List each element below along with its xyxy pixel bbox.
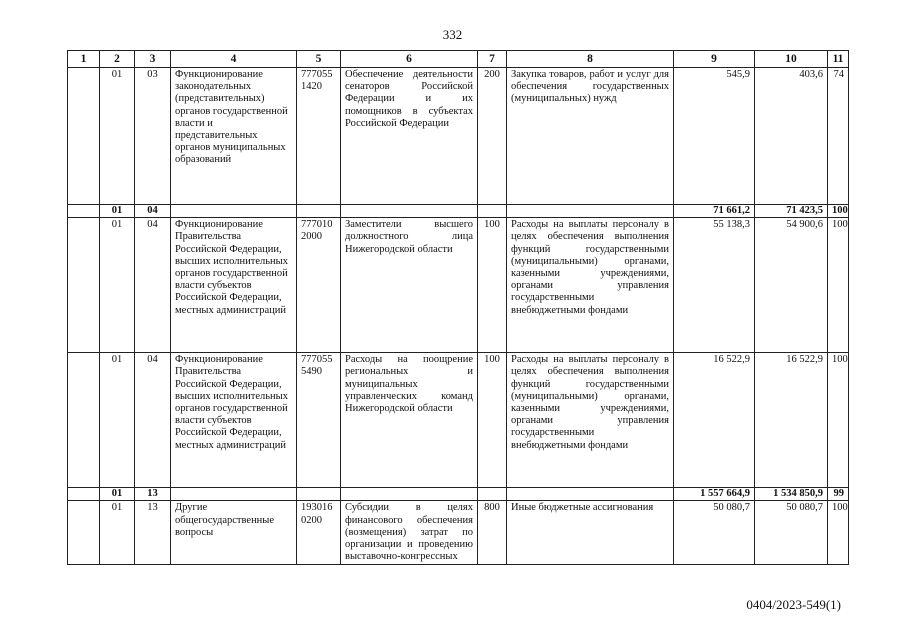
col-header: 8 xyxy=(507,51,674,68)
cell-expense-name: Расходы на выплаты персоналу в целях обеспечения выполнения функций государственными (муниципальными) органами, казенными учреждениями, органами управления государственными внебюджетными фондами xyxy=(507,353,674,488)
cell-subsection: 13 xyxy=(135,488,171,501)
cell-target-code: 777055 5490 xyxy=(297,353,341,488)
cell-section: 01 xyxy=(100,205,135,218)
table-row-subtotal xyxy=(68,488,849,501)
table-row xyxy=(68,501,849,565)
col-header: 3 xyxy=(135,51,171,68)
cell-expense-name: Расходы на выплаты персоналу в целях обеспечения выполнения функций государственными (муниципальными) органами, казенными учреждениями, органами управления государственными внебюджетными фондами xyxy=(507,218,674,353)
cell-target-name: Заместители высшего должностного лица Нижегородской области xyxy=(341,218,478,353)
cell-actual: 403,6 xyxy=(755,68,828,205)
cell xyxy=(68,68,100,205)
col-header: 5 xyxy=(297,51,341,68)
col-header: 4 xyxy=(171,51,297,68)
col-header: 2 xyxy=(100,51,135,68)
cell-target-name: Обеспечение деятельности сенаторов Российской Федерации и их помощников в субъектах Российской Федерации xyxy=(341,68,478,205)
table-row-subtotal xyxy=(68,205,849,218)
table-row xyxy=(68,353,849,488)
col-header: 6 xyxy=(341,51,478,68)
cell-planned: 55 138,3 xyxy=(674,218,755,353)
cell-actual: 71 423,5 xyxy=(755,205,828,218)
cell-expense-name: Иные бюджетные ассигнования xyxy=(507,501,674,565)
budget-table xyxy=(67,50,849,565)
table-row xyxy=(68,68,849,205)
cell-section: 01 xyxy=(100,218,135,353)
cell-subsection: 04 xyxy=(135,353,171,488)
cell-subsection-name: Функционирование Правительства Российской Федерации, высших исполнительных органов государственной власти субъектов Российской Федерации, местных администраций xyxy=(171,218,297,353)
cell xyxy=(297,205,341,218)
cell-expense-type: 800 xyxy=(478,501,507,565)
cell-subsection-name: Функционирование законодательных (представительных) органов государственной власти и представительных органов муниципальных образований xyxy=(171,68,297,205)
cell-planned: 50 080,7 xyxy=(674,501,755,565)
cell-target-name: Субсидии в целях финансового обеспечения (возмещения) затрат по организации и проведению выставочно-конгрессных xyxy=(341,501,478,565)
cell xyxy=(171,488,297,501)
col-header: 9 xyxy=(674,51,755,68)
cell-percent: 100 xyxy=(828,501,849,565)
cell-percent: 100 xyxy=(828,218,849,353)
cell-target-code: 193016 0200 xyxy=(297,501,341,565)
cell-section: 01 xyxy=(100,488,135,501)
cell xyxy=(68,218,100,353)
cell-section: 01 xyxy=(100,501,135,565)
cell-section: 01 xyxy=(100,68,135,205)
cell xyxy=(68,488,100,501)
cell-actual: 1 534 850,9 xyxy=(755,488,828,501)
header-row xyxy=(68,51,849,68)
cell xyxy=(68,353,100,488)
cell xyxy=(478,205,507,218)
cell-subsection: 04 xyxy=(135,205,171,218)
cell-target-name: Расходы на поощрение региональных и муниципальных управленческих команд Нижегородской области xyxy=(341,353,478,488)
cell-planned: 1 557 664,9 xyxy=(674,488,755,501)
cell-expense-type: 200 xyxy=(478,68,507,205)
cell-expense-name: Закупка товаров, работ и услуг для обеспечения государственных (муниципальных) нужд xyxy=(507,68,674,205)
cell-actual: 54 900,6 xyxy=(755,218,828,353)
col-header: 1 xyxy=(68,51,100,68)
document-code: 0404/2023-549(1) xyxy=(746,597,841,612)
page-number: 332 xyxy=(442,27,463,42)
cell xyxy=(507,488,674,501)
cell-actual: 16 522,9 xyxy=(755,353,828,488)
cell xyxy=(341,205,478,218)
col-header: 7 xyxy=(478,51,507,68)
cell-section: 01 xyxy=(100,353,135,488)
cell-expense-type: 100 xyxy=(478,218,507,353)
cell xyxy=(478,488,507,501)
col-header: 11 xyxy=(828,51,849,68)
cell xyxy=(68,205,100,218)
cell-planned: 16 522,9 xyxy=(674,353,755,488)
cell xyxy=(297,488,341,501)
cell-planned: 545,9 xyxy=(674,68,755,205)
cell-subsection-name: Функционирование Правительства Российской Федерации, высших исполнительных органов государственной власти субъектов Российской Федерации, местных администраций xyxy=(171,353,297,488)
cell-target-code: 777055 1420 xyxy=(297,68,341,205)
cell-subsection: 04 xyxy=(135,218,171,353)
cell-planned: 71 661,2 xyxy=(674,205,755,218)
cell xyxy=(171,205,297,218)
cell xyxy=(341,488,478,501)
cell-actual: 50 080,7 xyxy=(755,501,828,565)
cell-expense-type: 100 xyxy=(478,353,507,488)
cell-subsection-name: Другие общегосударственные вопросы xyxy=(171,501,297,565)
cell-subsection: 03 xyxy=(135,68,171,205)
cell xyxy=(68,501,100,565)
cell-percent: 100 xyxy=(828,205,849,218)
table-row xyxy=(68,218,849,353)
cell-percent: 100 xyxy=(828,353,849,488)
cell-percent: 99 xyxy=(828,488,849,501)
cell-subsection: 13 xyxy=(135,501,171,565)
col-header: 10 xyxy=(755,51,828,68)
cell xyxy=(507,205,674,218)
cell-percent: 74 xyxy=(828,68,849,205)
cell-target-code: 777010 2000 xyxy=(297,218,341,353)
